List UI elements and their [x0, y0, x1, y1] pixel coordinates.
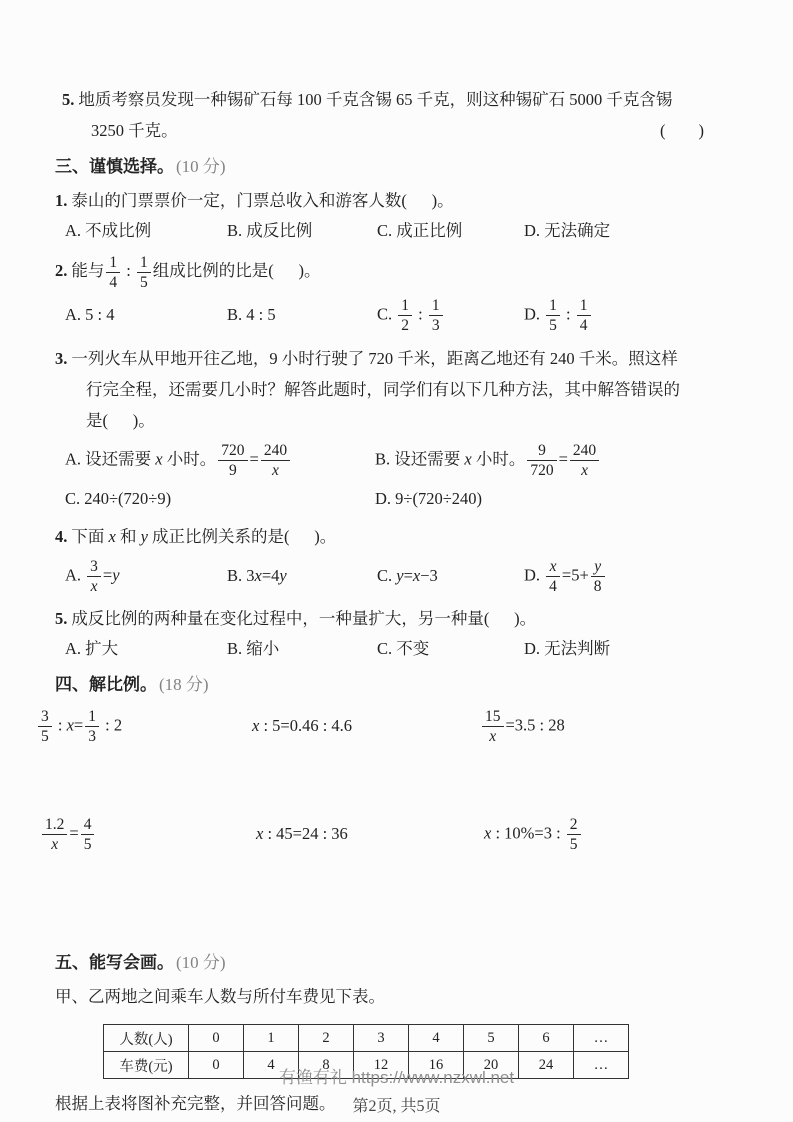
q3-option-d: D. 9÷(720÷240): [375, 489, 483, 509]
section-5-title: 五、能写会画。: [55, 953, 174, 973]
cell: 16: [409, 1052, 464, 1079]
solve-proportion-row1: [36, 700, 756, 752]
judge-q5-text2: 3250 千克。: [91, 121, 178, 140]
q1-text: 泰山的门票票价一定，门票总收入和游客人数( )。: [71, 191, 454, 210]
cell: 2: [299, 1025, 354, 1052]
judge-q5-line2: [62, 115, 732, 146]
cell: 5: [464, 1025, 519, 1052]
table-intro: 甲、乙两地之间乘车人数与所付车费见下表。: [55, 987, 385, 1007]
solve-eq-4: $\frac{1.2}{x}$ = $\frac{4}{5}$: [40, 816, 256, 853]
question-number: 5.: [55, 609, 68, 629]
row-header-passengers: 人数(人): [104, 1025, 189, 1052]
section-3-heading: [55, 152, 793, 182]
solve-eq-3: $\frac{15}{x}$ =3.5 : 28: [480, 708, 756, 745]
judge-q5-line1: [62, 84, 732, 115]
q2-option-d: D. $\frac{1}{5}$ : $\frac{1}{4}$: [524, 297, 765, 334]
q4-options: [65, 552, 765, 600]
q1-option-d: D. 无法确定: [524, 221, 611, 240]
cell: 1: [244, 1025, 299, 1052]
q5-options: [65, 634, 765, 664]
judge-question-5: [62, 84, 732, 146]
question-number: 3.: [55, 349, 68, 369]
q3-text2: 行完全程，还需要几小时？解答此题时，同学们有以下几种方法，其中解答错误的: [86, 380, 680, 400]
q3-text1: 一列火车从甲地开往乙地，9 小时行驶了 720 千米，距离乙地还有 240 千米。照这样: [71, 349, 678, 369]
cell: 0: [189, 1052, 244, 1079]
q5-option-a: A. 扩大: [65, 639, 119, 659]
q2-option-c: C. $\frac{1}{2}$ : $\frac{1}{3}$: [377, 297, 524, 334]
section-3-title: 三、谨慎选择。: [55, 157, 174, 176]
q4-stem: [55, 522, 745, 552]
q2-option-a: A. 5 : 4: [65, 305, 115, 325]
question-number: 4.: [55, 527, 68, 547]
judge-q5-text1: 地质考察员发现一种锡矿石每 100 千克含锡 65 千克，则这种锡矿石 5000 千克含锡: [78, 90, 673, 109]
q5-text: 成反比例的两种量在变化过程中，一种量扩大，另一种量( )。: [71, 609, 537, 629]
q5-option-d: D. 无法判断: [524, 639, 611, 659]
page-number: 第2页, 共5页: [352, 1098, 441, 1115]
q4-option-d: D. $\frac{x}{4}$ =5+ $\frac{y}{8}$: [524, 558, 765, 595]
section-5-score: (10 分): [176, 953, 226, 973]
cell: 20: [464, 1052, 519, 1079]
q2-text: 能与 $\frac{1}{4}$ : $\frac{1}{5}$ 组成比例的比是( )。: [71, 254, 321, 292]
site-watermark: 有渔有礼 https://www.nzxwl.net: [278, 1068, 515, 1087]
section-4-heading: [55, 670, 793, 700]
cell: 0: [189, 1025, 244, 1052]
cell-ellipsis: …: [574, 1052, 629, 1079]
section-3-score: (10 分): [176, 157, 226, 176]
q3-text3: 是( )。: [86, 411, 155, 431]
section-4-title: 四、解比例。: [55, 675, 157, 695]
q4-option-a: A. $\frac{3}{x}$ =y: [65, 557, 120, 595]
answer-bracket: ( ): [660, 121, 704, 140]
cell: 24: [519, 1052, 574, 1079]
cell: 8: [299, 1052, 354, 1079]
q1-option-c: C. 成正比例: [377, 221, 463, 240]
q2-options: [65, 291, 765, 339]
q3-stem: [55, 343, 745, 436]
row-header-fare: 车费(元): [104, 1052, 189, 1079]
q1-option-b: B. 成反比例: [227, 221, 313, 240]
question-number: 5.: [62, 90, 75, 109]
q5-stem: [55, 604, 745, 634]
cell: 4: [409, 1025, 464, 1052]
solve-eq-6: x : 10%=3 : $\frac{2}{5}$: [484, 816, 760, 853]
q4-option-b: B. 3x=4y: [227, 566, 287, 586]
q3-option-b: B. 设还需要 x 小时。 $\frac{9}{720}$ = $\frac{240}{x}$: [375, 442, 765, 479]
cell: 6: [519, 1025, 574, 1052]
solve-eq-5: x : 45=24 : 36: [256, 824, 348, 844]
q3-line1: [55, 343, 745, 374]
question-number: 2.: [55, 261, 68, 281]
cell-ellipsis: …: [574, 1025, 629, 1052]
cell: 12: [354, 1052, 409, 1079]
section-5-heading: [55, 948, 793, 978]
q3-options-ab: [65, 436, 765, 484]
q2-stem: [55, 254, 745, 291]
table-row: [104, 1025, 629, 1052]
q5-option-c: C. 不变: [377, 639, 430, 659]
cell: 4: [244, 1052, 299, 1079]
section-4-score: (18 分): [159, 675, 209, 695]
table-followup: 根据上表将图补充完整，并回答问题。: [55, 1094, 336, 1114]
q4-text: 下面 x 和 y 成正比例关系的是( )。: [71, 527, 337, 547]
question-number: 1.: [55, 191, 68, 210]
q1-options: [65, 216, 765, 246]
q3-line2: [86, 374, 745, 405]
q3-option-c: C. 240÷(720÷9): [65, 489, 172, 509]
q4-option-c: C. y=x−3: [377, 566, 438, 586]
solve-proportion-row2: [40, 808, 760, 860]
solve-eq-1: $\frac{3}{5}$ : x= $\frac{1}{3}$ : 2: [36, 708, 252, 745]
q1-option-a: A. 不成比例: [65, 221, 152, 240]
q1-stem: [55, 186, 745, 216]
q5-option-b: B. 缩小: [227, 639, 280, 659]
q3-line3: [86, 405, 745, 436]
cell: 3: [354, 1025, 409, 1052]
solve-eq-2: x : 5=0.46 : 4.6: [252, 716, 353, 736]
q3-option-a: A. 设还需要 x 小时。 $\frac{720}{9}$ = $\frac{240}{x}$: [65, 442, 375, 479]
q3-options-cd: [65, 484, 765, 514]
q2-option-b: B. 4 : 5: [227, 305, 276, 325]
